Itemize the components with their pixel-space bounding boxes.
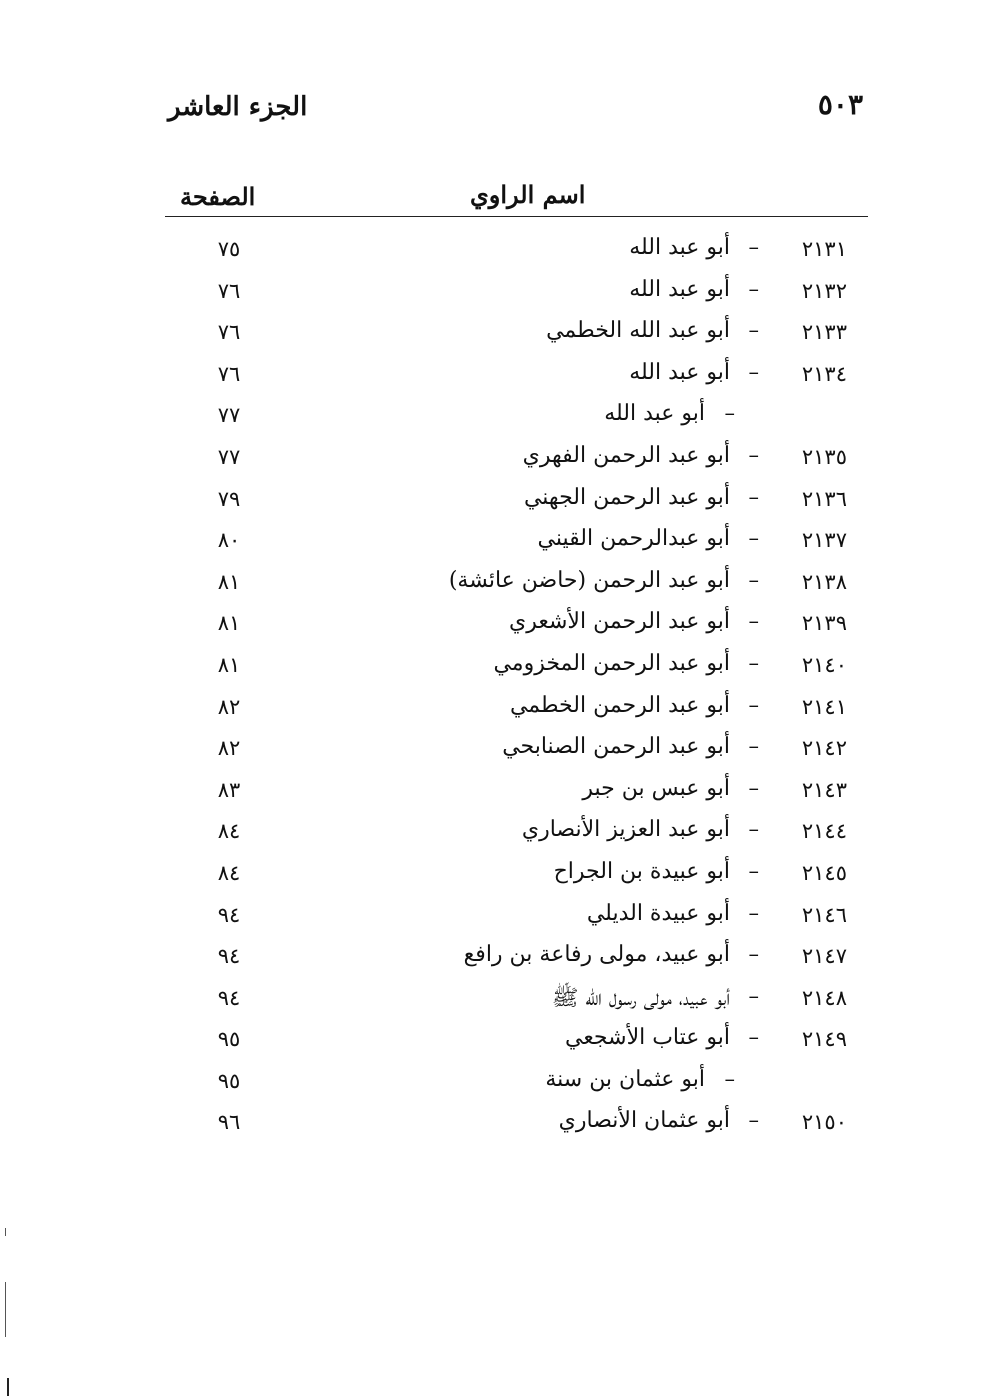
entry-number: ٢١٤٦ (801, 902, 847, 927)
entry-number: ٢١٣١ (801, 237, 847, 261)
narrator-name: أبو عبد الله (629, 235, 730, 260)
table-row (0, 566, 985, 608)
entry-number: ٢١٤٤ (801, 819, 847, 844)
entry-dash: – (748, 359, 759, 384)
page-reference: ٨٠ (217, 528, 241, 553)
entry-number: ٢١٤٩ (801, 1027, 847, 1052)
header-rule (165, 216, 868, 217)
page-number: ٥٠٣ (817, 88, 863, 121)
page-reference: ٩٤ (217, 985, 241, 1010)
narrator-name: أبو عبس بن جبر (582, 775, 730, 801)
entry-dash: – (748, 609, 759, 634)
page-reference: ٨٣ (217, 777, 241, 802)
scan-mark (7, 1378, 9, 1396)
entry-number: ٢١٤٠ (801, 652, 847, 677)
table-row (0, 857, 985, 899)
table-row (0, 483, 985, 525)
column-header-narrator-name: اسم الراوي (470, 180, 586, 209)
entry-dash: – (724, 1066, 735, 1091)
entry-number: ٢١٣٨ (801, 569, 847, 594)
page-reference: ٩٤ (217, 944, 241, 969)
scan-mark (5, 1228, 6, 1236)
entry-dash: – (748, 942, 759, 967)
narrator-name: أبو عبيدة بن الجراح (553, 858, 730, 884)
table-row (0, 982, 985, 1024)
table-row (0, 275, 985, 317)
page-reference: ٨١ (217, 569, 241, 594)
table-row (0, 649, 985, 691)
table-row (0, 1065, 985, 1107)
narrator-index-table (0, 233, 985, 1148)
entry-number: ٢١٤٨ (801, 985, 847, 1010)
narrator-name: أبو عبيد، مولى رفاعة بن رافع (463, 942, 730, 968)
entry-dash: – (748, 526, 759, 551)
page-reference: ٩٥ (217, 1027, 241, 1052)
page-reference: ٨١ (217, 611, 241, 636)
narrator-name: أبو عبد الرحمن المخزومي (493, 650, 730, 676)
entry-number: ٢١٤٧ (801, 944, 847, 969)
entry-dash: – (748, 442, 759, 467)
narrator-name: أبو عبد الرحمن الخطمي (509, 692, 730, 718)
narrator-name: أبو عبد الرحمن الأشعري (509, 609, 730, 635)
entry-number: ٢١٣٩ (801, 611, 847, 636)
page-reference: ٧٦ (217, 278, 241, 303)
narrator-name: أبو عبد الرحمن الجهني (523, 484, 730, 510)
table-row (0, 732, 985, 774)
column-header-page: الصفحة (180, 182, 256, 211)
narrator-name: أبو عبد الرحمن (حاضن عائشة) (448, 567, 730, 593)
entry-dash: – (748, 734, 759, 759)
table-row (0, 233, 985, 275)
narrator-name: أبو عبد العزيز الأنصاري (521, 817, 730, 843)
entry-dash: – (748, 817, 759, 842)
entry-number: ٢١٥٠ (801, 1110, 847, 1135)
table-row (0, 441, 985, 483)
narrator-name: أبو عبد الله (629, 359, 730, 385)
table-row (0, 774, 985, 816)
part-title: الجزء العاشر (168, 92, 308, 122)
table-row (0, 899, 985, 941)
entry-number: ٢١٣٧ (801, 528, 847, 553)
table-row (0, 691, 985, 733)
page-reference: ٧٩ (217, 486, 241, 511)
page-reference: ٩٤ (217, 902, 241, 927)
page-reference: ٧٧ (217, 403, 241, 428)
entry-dash: – (748, 983, 759, 1008)
page-reference: ٧٦ (217, 361, 241, 386)
entry-dash: – (748, 567, 759, 592)
page-reference: ٨٢ (217, 736, 241, 761)
entry-number: ٢١٤١ (801, 694, 847, 719)
table-row (0, 1023, 985, 1065)
narrator-name: أبو عبد الله الخطمي (546, 318, 730, 344)
narrator-name: أبو عبدالرحمن القيني (537, 526, 730, 552)
narrator-name: أبو عثمان بن سنة (545, 1066, 705, 1092)
entry-dash: – (748, 692, 759, 717)
narrator-name: أبو عبد الله (604, 401, 705, 427)
narrator-name: أبو عثمان الأنصاري (558, 1108, 730, 1134)
entry-dash: – (748, 235, 759, 259)
entry-dash: – (748, 650, 759, 675)
entry-number: ٢١٣٦ (801, 486, 847, 511)
entry-dash: – (748, 858, 759, 883)
table-row (0, 399, 985, 441)
entry-number: ٢١٣٥ (801, 444, 847, 469)
page-reference: ٨٤ (217, 819, 241, 844)
page-reference: ٨١ (217, 652, 241, 677)
entry-dash: – (748, 1108, 759, 1133)
entry-number: ٢١٤٢ (801, 736, 847, 761)
entry-number: ٢١٤٣ (801, 777, 847, 802)
narrator-name: أبو عبيد، مولى رسول الله ﷺ (551, 985, 730, 1011)
page-reference: ٧٥ (217, 237, 241, 261)
table-row (0, 358, 985, 400)
entry-number: ٢١٣٢ (801, 278, 847, 303)
page-reference: ٨٢ (217, 694, 241, 719)
table-row (0, 940, 985, 982)
narrator-name: أبو عتاب الأشجعي (564, 1025, 730, 1051)
entry-dash: – (748, 318, 759, 343)
page-reference: ٩٦ (217, 1110, 241, 1135)
page-reference: ٧٧ (217, 444, 241, 469)
narrator-name: أبو عبد الرحمن الفهري (522, 442, 730, 468)
table-row (0, 316, 985, 358)
page-reference: ٩٥ (217, 1068, 241, 1093)
table-row (0, 524, 985, 566)
entry-dash: – (748, 276, 759, 301)
entry-dash: – (748, 900, 759, 925)
entry-dash: – (748, 1025, 759, 1050)
page-reference: ٨٤ (217, 860, 241, 885)
entry-dash: – (724, 401, 735, 426)
entry-dash: – (748, 484, 759, 509)
narrator-name: أبو عبد الله (629, 276, 730, 302)
entry-number: ٢١٣٣ (801, 320, 847, 345)
narrator-name: أبو عبيدة الديلي (586, 900, 730, 926)
page-reference: ٧٦ (217, 320, 241, 345)
entry-dash: – (748, 775, 759, 800)
narrator-name: أبو عبد الرحمن الصنابحي (502, 734, 730, 760)
entry-number: ٢١٣٤ (801, 361, 847, 386)
table-row (0, 607, 985, 649)
scan-mark (5, 1282, 6, 1337)
table-row (0, 1106, 985, 1148)
table-row (0, 815, 985, 857)
entry-number: ٢١٤٥ (801, 860, 847, 885)
